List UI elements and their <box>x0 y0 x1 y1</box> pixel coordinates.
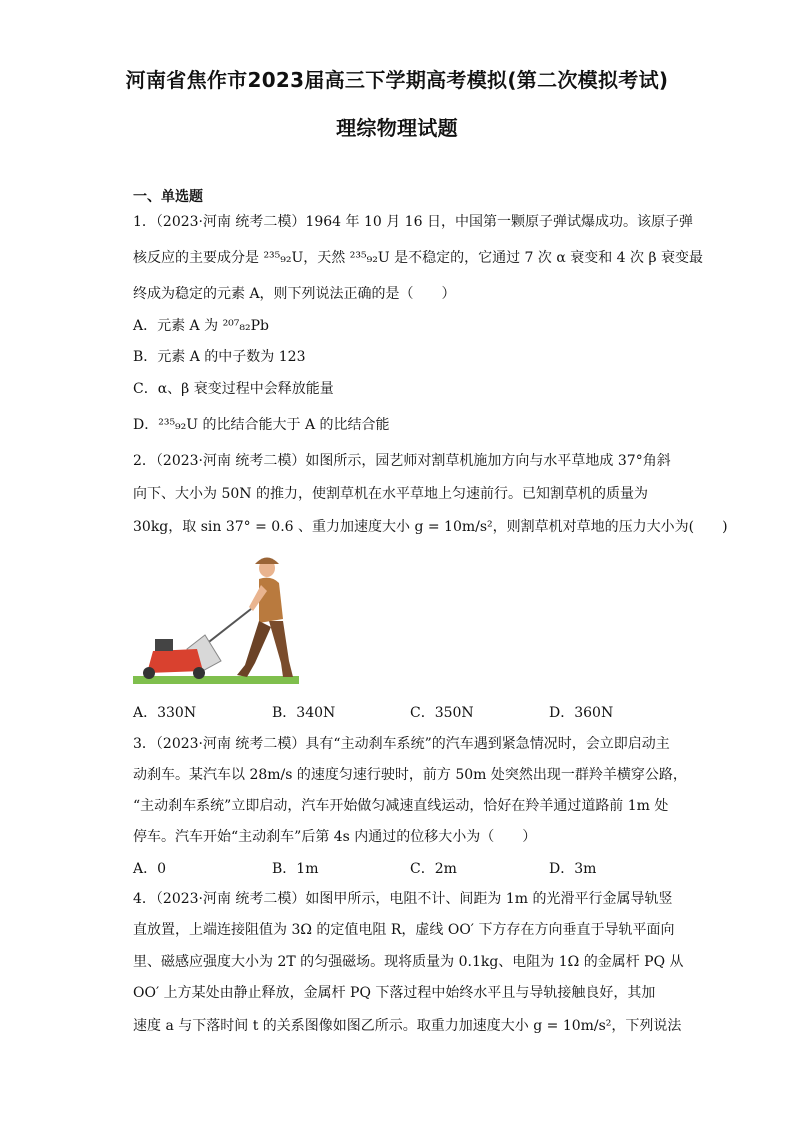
q1-option-c: C．α、β 衰变过程中会释放能量 <box>133 381 334 397</box>
q3-option-d: D．3m <box>549 861 597 877</box>
exam-subtitle: 理综物理试题 <box>336 116 458 140</box>
mower-wheel-back <box>193 667 205 679</box>
q4-line-5: 速度 a 与下落时间 t 的关系图像如图乙所示。取重力加速度大小 g = 10m/s²，下列说法 <box>133 1018 682 1034</box>
q3-line-1: 3．（2023·河南 统考二模）具有“主动刹车系统”的汽车遇到紧急情况时，会立即启动主 <box>133 736 670 752</box>
mower-engine <box>155 639 173 651</box>
q2-option-b: B．340N <box>272 705 336 721</box>
q3-option-a: A．0 <box>133 861 167 877</box>
q4-line-2: 直放置，上端连接阻值为 3Ω 的定值电阻 R，虚线 OO′ 下方存在方向垂直于导轨平面向 <box>133 922 675 938</box>
q3-option-b: B．1m <box>272 861 319 877</box>
q2-line-1: 2．（2023·河南 统考二模）如图所示，园艺师对割草机施加方向与水平草地成 37°角斜 <box>133 453 671 469</box>
q2-option-c: C．350N <box>410 705 474 721</box>
man-shirt <box>259 578 283 623</box>
q2-option-d: D．360N <box>549 705 614 721</box>
mower-handle <box>205 609 251 645</box>
grass-strip <box>133 676 299 684</box>
q2-line-3: 30kg，取 sin 37° = 0.6 、重力加速度大小 g = 10m/s²，则割草机对草地的压力大小为( ) <box>133 519 728 535</box>
man-leg-front <box>269 621 293 677</box>
q1-line-3: 终成为稳定的元素 A，则下列说法正确的是（ ） <box>133 286 456 302</box>
mower-wheel-front <box>143 667 155 679</box>
q4-line-1: 4．（2023·河南 统考二模）如图甲所示，电阻不计、间距为 1m 的光滑平行金属导轨竖 <box>133 891 673 907</box>
q4-line-3: 里、磁感应强度大小为 2T 的匀强磁场。现将质量为 0.1kg、电阻为 1Ω 的金属杆 PQ 从 <box>133 954 684 970</box>
q3-option-c: C．2m <box>410 861 457 877</box>
q3-line-4: 停车。汽车开始“主动刹车”后第 4s 内通过的位移大小为（ ） <box>133 829 537 845</box>
lawn-mower-illustration <box>133 553 299 686</box>
exam-title: 河南省焦作市2023届高三下学期高考模拟(第二次模拟考试) <box>125 68 669 92</box>
q1-option-d: D．²³⁵₉₂U 的比结合能大于 A 的比结合能 <box>133 417 390 433</box>
q2-line-2: 向下、大小为 50N 的推力，使割草机在水平草地上匀速前行。已知割草机的质量为 <box>133 486 648 502</box>
q4-line-4: OO′ 上方某处由静止释放，金属杆 PQ 下落过程中始终水平且与导轨接触良好，其加 <box>133 985 656 1001</box>
q1-option-a: A．元素 A 为 ²⁰⁷₈₂Pb <box>133 318 270 334</box>
q2-option-a: A．330N <box>133 705 197 721</box>
q3-line-2: 动刹车。某汽车以 28m/s 的速度匀速行驶时，前方 50m 处突然出现一群羚羊横穿公路， <box>133 767 687 783</box>
man-cap <box>255 558 279 565</box>
q1-line-2: 核反应的主要成分是 ²³⁵₉₂U，天然 ²³⁵₉₂U 是不稳定的，它通过 7 次 α 衰变和 4 次 β 衰变最 <box>133 250 704 266</box>
q3-line-3: “主动刹车系统”立即启动，汽车开始做匀减速直线运动，恰好在羚羊通过道路前 1m 处 <box>133 798 669 814</box>
q1-line-1: 1．（2023·河南 统考二模）1964 年 10 月 16 日，中国第一颗原子弹试爆成功。该原子弹 <box>133 214 693 230</box>
man-leg-back <box>237 621 271 677</box>
q1-option-b: B．元素 A 的中子数为 123 <box>133 349 306 365</box>
section-heading: 一、单选题 <box>133 189 203 205</box>
